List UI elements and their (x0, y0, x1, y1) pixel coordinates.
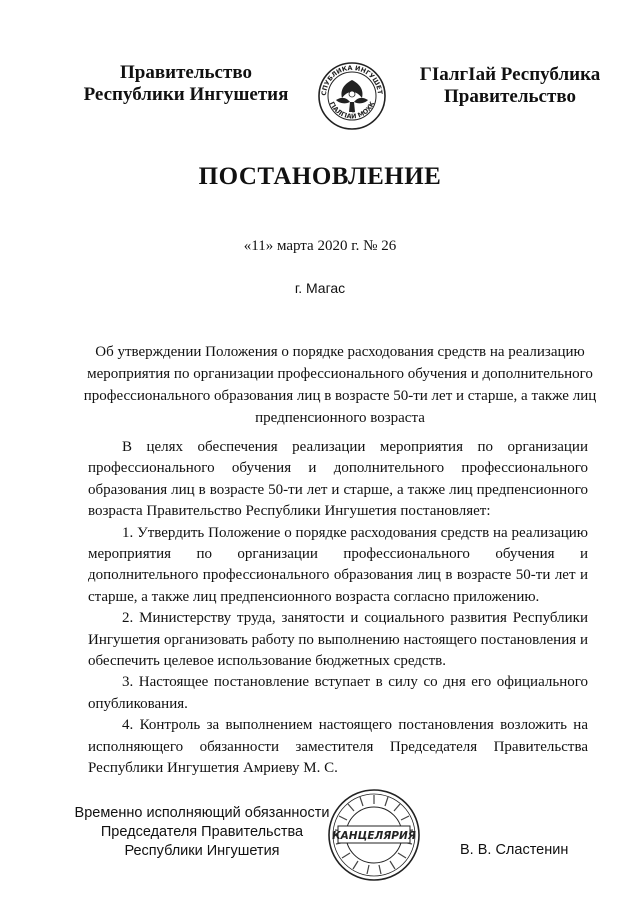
emblem-arc-bottom-text: ГIАЛГIАЙ МОХК (327, 100, 377, 121)
document-body (88, 437, 588, 780)
header-left-line1: Правительство (120, 62, 252, 83)
document-title: ПОСТАНОВЛЕНИЕ (198, 163, 442, 190)
document-date-number: «11» марта 2020 г. № 26 (243, 238, 397, 254)
signatory-position-line1: Временно исполняющий обязанности (74, 805, 330, 821)
stamp-center-text: КАНЦЕЛЯРИЯ (332, 830, 416, 842)
header-left-line2: Республики Ингушетия (83, 84, 289, 105)
header-right-line2: Правительство (444, 86, 576, 107)
signatory-position-line3: Республики Ингушетия (124, 843, 280, 859)
signatory-name: В. В. Сластенин (460, 842, 569, 858)
emblem-arc-top-text: СПУБЛИКА ИНГУШЕТ (319, 63, 384, 96)
body-item-1: 1. Утвердить Положение о порядке расходования средств на реализацию мероприятия по организации профессионального обучения и дополнительного профессионального образования лиц в возрасте 50-ти лет и старше, а также лиц предпенсионного возраста согласно приложению. (88, 524, 588, 605)
body-item-3: 3. Настоящее постановление вступает в силу со дня его официального опубликования. (88, 674, 588, 712)
signatory-position-line2: Председателя Правительства (100, 824, 304, 840)
body-preamble: В целях обеспечения реализации мероприятия по организации профессионального обучения и дополнительного профессионального образования лиц в возрасте 50-ти лет и старше, а также лиц предпенсионного возраста Правительство Республики Ингушетия постановляет: (88, 439, 588, 520)
header-right-line1: ГӀалгӀай Республика (419, 64, 601, 85)
document-city: г. Магас (294, 280, 346, 296)
ingushetia-emblem-icon (312, 58, 392, 130)
office-stamp-icon (326, 787, 422, 883)
document-subject: Об утверждении Положения о порядке расходования средств на реализацию мероприятия по организации профессионального обучения и дополнительного профессионального образования лиц в возрасте 50-ти лет и старше, а также лиц предпенсионного возраста (83, 344, 597, 426)
body-item-2: 2. Министерству труда, занятости и социального развития Республики Ингушетия организовать работу по выполнению настоящего постановления и обеспечить целевое использование бюджетных средств. (88, 610, 588, 670)
header-left (66, 62, 306, 106)
signatory-position (74, 804, 330, 861)
header-right (400, 64, 620, 108)
body-item-4: 4. Контроль за выполнением настоящего постановления возложить на исполняющего обязанности заместителя Председателя Правительства Республики Ингушетия Амриеву М. С. (88, 717, 588, 777)
